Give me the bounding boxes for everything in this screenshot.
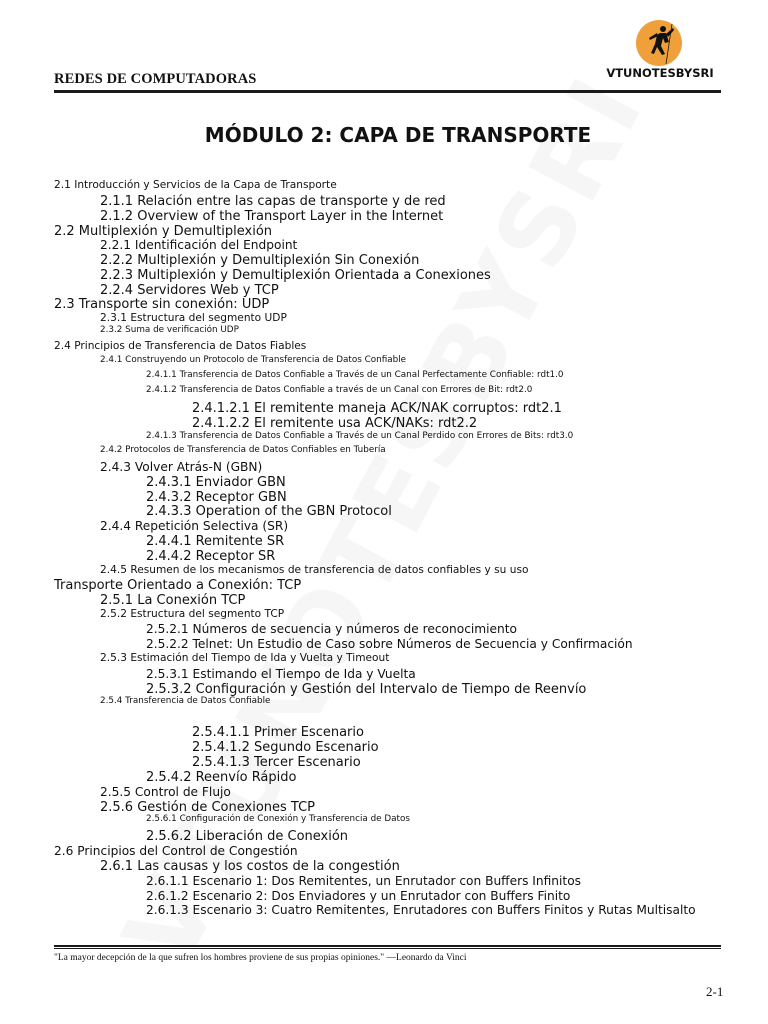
toc-entry: 2.2.2 Multiplexión y Demultiplexión Sin Conexión	[100, 253, 420, 268]
toc-entry: 2.5.4.1.2 Segundo Escenario	[192, 740, 379, 755]
course-title: REDES DE COMPUTADORAS	[54, 71, 257, 87]
toc-entry: 2.4.4 Repetición Selectiva (SR)	[100, 519, 289, 533]
toc-entry: 2.1.2 Overview of the Transport Layer in the Internet	[100, 209, 444, 224]
page-number: 2-1	[706, 984, 724, 999]
toc-entry: 2.2.3 Multiplexión y Demultiplexión Orientada a Conexiones	[100, 268, 491, 283]
toc-entry: 2.2.4 Servidores Web y TCP	[100, 283, 279, 298]
toc-entry: 2.5.4 Transferencia de Datos Confiable	[100, 696, 271, 706]
toc-entry: 2.3.1 Estructura del segmento UDP	[100, 312, 287, 324]
toc-entry: 2.6.1.2 Escenario 2: Dos Enviadores y un Enrutador con Buffers Finito	[146, 889, 571, 903]
toc-entry: 2.5.1 La Conexión TCP	[100, 593, 246, 608]
toc-entry: 2.5.3.2 Configuración y Gestión del Intervalo de Tiempo de Reenvío	[146, 682, 587, 697]
toc-entry: 2.5.3 Estimación del Tiempo de Ida y Vuelta y Timeout	[100, 652, 390, 664]
footer-quote: "La mayor decepción de la que sufren los hombres proviene de sus propias opiniones." —Leonardo da Vinci	[54, 953, 467, 963]
page-title: MÓDULO 2: CAPA DE TRANSPORTE	[204, 123, 592, 147]
toc-entry: 2.6 Principios del Control de Congestión	[54, 844, 298, 858]
footer-divider	[54, 945, 721, 947]
toc-entry: 2.1.1 Relación entre las capas de transporte y de red	[100, 194, 446, 209]
toc-entry: 2.1 Introducción y Servicios de la Capa de Transporte	[54, 179, 337, 191]
toc-entry: 2.4.1 Construyendo un Protocolo de Transferencia de Datos Confiable	[100, 355, 407, 365]
toc-entry: 2.5.6.1 Configuración de Conexión y Transferencia de Datos	[146, 814, 410, 824]
toc-entry: 2.4.4.1 Remitente SR	[146, 534, 285, 549]
toc-entry: 2.4.1.2.1 El remitente maneja ACK/NAK corruptos: rdt2.1	[192, 401, 562, 416]
toc-entry: 2.4.1.2.2 El remitente usa ACK/NAKs: rdt2.2	[192, 416, 478, 431]
toc-entry: 2.5.2.2 Telnet: Un Estudio de Caso sobre Números de Secuencia y Confirmación	[146, 637, 633, 651]
toc-entry: 2.5.4.2 Reenvío Rápido	[146, 770, 297, 785]
toc-entry: 2.4.2 Protocolos de Transferencia de Datos Confiables en Tubería	[100, 445, 386, 455]
toc-entry: 2.4.1.3 Transferencia de Datos Confiable a Través de un Canal Perdido con Errores de Bits: rdt3.0	[146, 431, 574, 441]
toc-entry: 2.4 Principios de Transferencia de Datos Fiables	[54, 340, 307, 352]
toc-entry: 2.4.4.2 Receptor SR	[146, 549, 276, 564]
toc-entry: 2.6.1.3 Escenario 3: Cuatro Remitentes, Enrutadores con Buffers Finitos y Rutas Multisalto	[146, 903, 696, 917]
toc-entry: 2.6.1 Las causas y los costos de la congestión	[100, 859, 400, 874]
toc-entry: Transporte Orientado a Conexión: TCP	[54, 578, 302, 593]
toc-entry: 2.4.1.1 Transferencia de Datos Confiable a Través de un Canal Perfectamente Confiable: rdt1.0	[146, 370, 564, 380]
toc-entry: 2.4.3.2 Receptor GBN	[146, 490, 287, 505]
toc-entry: 2.3 Transporte sin conexión: UDP	[54, 297, 270, 312]
toc-entry: 2.4.3 Volver Atrás-N (GBN)	[100, 460, 263, 474]
toc-entry: 2.4.3.3 Operation of the GBN Protocol	[146, 504, 392, 519]
toc-entry: 2.5.6 Gestión de Conexiones TCP	[100, 800, 316, 815]
toc-entry: 2.4.5 Resumen de los mecanismos de transferencia de datos confiables y su uso	[100, 564, 529, 576]
toc-entry: 2.5.4.1.1 Primer Escenario	[192, 725, 364, 740]
toc-entry: 2.4.1.2 Transferencia de Datos Confiable a través de un Canal con Errores de Bit: rdt2.0	[146, 385, 533, 395]
toc-entry: 2.5.4.1.3 Tercer Escenario	[192, 755, 361, 770]
toc-entry: 2.2.1 Identificación del Endpoint	[100, 238, 298, 252]
logo-text: VTUNOTESBYSRI	[606, 66, 714, 80]
toc-entry: 2.5.5 Control de Flujo	[100, 785, 231, 799]
toc-entry: 2.3.2 Suma de verificación UDP	[100, 325, 239, 335]
toc-entry: 2.2 Multiplexión y Demultiplexión	[54, 224, 273, 239]
toc-entry: 2.5.6.2 Liberación de Conexión	[146, 829, 349, 844]
toc-entry: 2.4.3.1 Enviador GBN	[146, 475, 286, 490]
footer-divider-thin	[54, 948, 721, 949]
toc-entry: 2.5.2 Estructura del segmento TCP	[100, 608, 285, 620]
toc-entry: 2.5.2.1 Números de secuencia y números de reconocimiento	[146, 622, 517, 636]
toc-entry: 2.5.3.1 Estimando el Tiempo de Ida y Vuelta	[146, 667, 416, 681]
toc-entry: 2.6.1.1 Escenario 1: Dos Remitentes, un Enrutador con Buffers Infinitos	[146, 874, 582, 888]
